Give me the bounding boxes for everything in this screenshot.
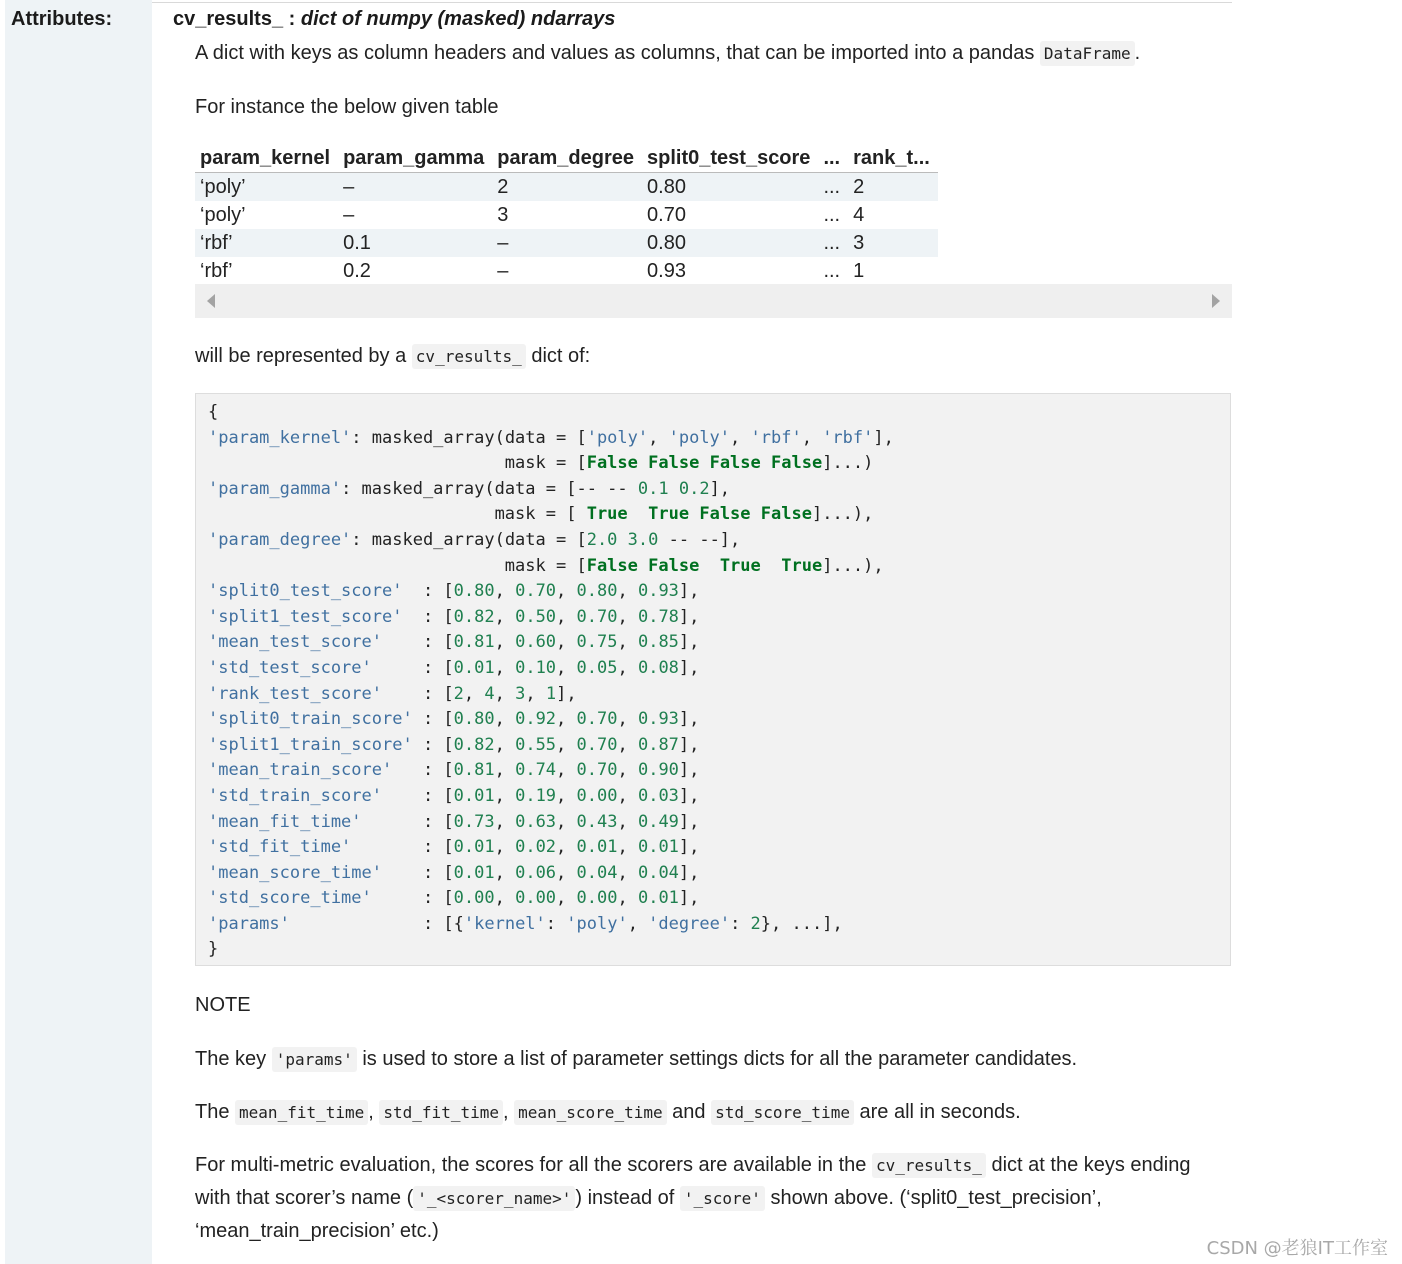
attribute-type: dict of numpy (masked) ndarrays bbox=[300, 8, 616, 30]
code-block bbox=[195, 393, 1231, 966]
table-cell: ... bbox=[823, 259, 841, 282]
note-text: shown above. (‘split0_test_precision’, ‘mean_train_precision’ etc.) bbox=[195, 1187, 1102, 1242]
table-cell: ‘poly’ bbox=[195, 173, 338, 202]
attribute-name: cv_results_ bbox=[173, 8, 284, 30]
top-divider bbox=[152, 2, 1232, 3]
table-cell: – bbox=[343, 203, 355, 226]
represented-prefix: will be represented by a bbox=[195, 345, 412, 367]
scorer-name-code: '_<scorer_name>' bbox=[413, 1186, 575, 1211]
dataframe-code: DataFrame bbox=[1040, 41, 1135, 66]
code-line: 'std_score_time' : [0.00, 0.00, 0.00, 0.01], bbox=[208, 888, 700, 909]
table-cell: ‘rbf’ bbox=[195, 229, 338, 257]
code-line: mask = [ True True False False]...), bbox=[208, 504, 874, 525]
table-row bbox=[195, 229, 938, 257]
std-fit-time-code: std_fit_time bbox=[379, 1100, 503, 1125]
cv-results-code: cv_results_ bbox=[412, 344, 526, 369]
table-cell: – bbox=[492, 229, 642, 257]
code-line: 'split0_test_score' : [0.80, 0.70, 0.80, 0.93], bbox=[208, 581, 700, 602]
note-text: The key bbox=[195, 1048, 272, 1070]
table-cell: 0.93 bbox=[647, 259, 686, 282]
table-header: param_kernel bbox=[195, 144, 338, 173]
represented-suffix: dict of: bbox=[525, 345, 591, 367]
note-text: are all in seconds. bbox=[853, 1101, 1021, 1123]
attribute-heading bbox=[173, 8, 615, 31]
attributes-sidebar bbox=[5, 0, 152, 1264]
note-text: dict at the keys ending with that scorer’s name ( bbox=[195, 1154, 1191, 1209]
note-multimetric-paragraph bbox=[195, 1149, 1225, 1247]
code-line: 'mean_score_time' : [0.01, 0.06, 0.04, 0.04], bbox=[208, 862, 700, 883]
table-cell: 1 bbox=[853, 259, 865, 282]
table-header-row bbox=[195, 144, 938, 173]
table-cell: ‘rbf’ bbox=[200, 259, 233, 282]
example-table bbox=[195, 144, 938, 285]
note-text: , bbox=[368, 1101, 380, 1123]
table-header: param_gamma bbox=[338, 144, 492, 173]
represented-line bbox=[195, 344, 590, 369]
code-line: mask = [False False True True]...), bbox=[208, 555, 884, 576]
code-line: 'params' : [{'kernel': 'poly', 'degree': 2}, ...], bbox=[208, 913, 843, 934]
code-content bbox=[196, 394, 1230, 963]
table-cell: ... bbox=[818, 229, 848, 257]
params-code: 'params' bbox=[272, 1047, 357, 1072]
code-line: { bbox=[208, 402, 219, 422]
table-row bbox=[195, 201, 938, 229]
code-line: 'param_kernel': masked_array(data = ['poly', 'poly', 'rbf', 'rbf'], bbox=[208, 427, 894, 448]
score-code: '_score' bbox=[680, 1186, 765, 1211]
note-times-line bbox=[195, 1100, 1021, 1125]
table-cell: 2 bbox=[492, 173, 642, 202]
table-cell: 3 bbox=[497, 203, 509, 226]
description-line2: For instance the below given table bbox=[195, 96, 499, 118]
code-line: mask = [False False False False]...) bbox=[208, 453, 874, 474]
table-cell: 0.70 bbox=[647, 203, 686, 226]
note-text: The bbox=[195, 1101, 236, 1123]
note-text: , bbox=[502, 1101, 515, 1123]
attributes-label: Attributes: bbox=[11, 8, 113, 30]
code-line: 'mean_test_score' : [0.81, 0.60, 0.75, 0.85], bbox=[208, 632, 700, 653]
mean-score-time-code: mean_score_time bbox=[514, 1100, 667, 1125]
scroll-right-icon[interactable] bbox=[1212, 294, 1220, 308]
table-cell: ‘poly’ bbox=[200, 203, 246, 226]
note-text: For multi-metric evaluation, the scores for all the scorers are available in the bbox=[195, 1154, 872, 1176]
description-end: . bbox=[1134, 42, 1141, 64]
table-header: split0_test_score bbox=[642, 144, 818, 173]
code-line: 'mean_fit_time' : [0.73, 0.63, 0.43, 0.49], bbox=[208, 811, 700, 832]
table-row bbox=[195, 257, 938, 285]
code-line: 'rank_test_score' : [2, 4, 3, 1], bbox=[208, 683, 577, 704]
description-line1 bbox=[195, 41, 1140, 66]
note-text: ) instead of bbox=[575, 1187, 680, 1209]
attribute-separator: : bbox=[283, 8, 301, 30]
mean-fit-time-code: mean_fit_time bbox=[235, 1100, 368, 1125]
code-line: 'std_train_score' : [0.01, 0.19, 0.00, 0.03], bbox=[208, 785, 700, 806]
table-header: param_degree bbox=[492, 144, 642, 173]
table-horizontal-scrollbar[interactable] bbox=[195, 284, 1232, 318]
note-text: is used to store a list of parameter settings dicts for all the parameter candidates. bbox=[356, 1048, 1078, 1070]
watermark: CSDN @老狼IT工作室 bbox=[1206, 1238, 1388, 1259]
table-header: ... bbox=[818, 144, 848, 173]
code-line: 'split1_train_score' : [0.82, 0.55, 0.70, 0.87], bbox=[208, 734, 700, 755]
code-line: 'std_fit_time' : [0.01, 0.02, 0.01, 0.01], bbox=[208, 837, 700, 858]
scroll-left-icon[interactable] bbox=[207, 294, 215, 308]
code-line: 'param_gamma': masked_array(data = [-- -- 0.1 0.2], bbox=[208, 478, 731, 499]
example-table-container bbox=[195, 144, 1232, 318]
code-line: 'param_degree': masked_array(data = [2.0 3.0 -- --], bbox=[208, 529, 741, 550]
table-cell: 0.2 bbox=[343, 259, 371, 282]
table-cell: – bbox=[338, 173, 492, 202]
code-line: } bbox=[208, 939, 219, 960]
table-cell: 0.80 bbox=[642, 229, 818, 257]
code-line: 'std_test_score' : [0.01, 0.10, 0.05, 0.08], bbox=[208, 657, 700, 678]
code-line: 'split0_train_score' : [0.80, 0.92, 0.70, 0.93], bbox=[208, 709, 700, 730]
table-cell: – bbox=[497, 259, 509, 282]
code-line: 'split1_test_score' : [0.82, 0.50, 0.70, 0.78], bbox=[208, 606, 700, 627]
table-cell: 2 bbox=[848, 173, 938, 202]
table-header: rank_t... bbox=[848, 144, 938, 173]
code-line: 'mean_train_score' : [0.81, 0.74, 0.70, 0.90], bbox=[208, 760, 700, 781]
table-cell: 0.80 bbox=[642, 173, 818, 202]
table-cell: 4 bbox=[853, 203, 865, 226]
cv-results-code: cv_results_ bbox=[872, 1153, 986, 1178]
note-params-line bbox=[195, 1047, 1077, 1072]
description-text: A dict with keys as column headers and values as columns, that can be imported into a pandas bbox=[195, 42, 1040, 64]
note-title: NOTE bbox=[195, 994, 251, 1016]
table-cell: ... bbox=[818, 173, 848, 202]
table-cell: 3 bbox=[848, 229, 938, 257]
table-cell: 0.1 bbox=[338, 229, 492, 257]
std-score-time-code: std_score_time bbox=[711, 1100, 854, 1125]
table-cell: ... bbox=[823, 203, 841, 226]
note-text: and bbox=[666, 1101, 712, 1123]
table-row bbox=[195, 173, 938, 202]
